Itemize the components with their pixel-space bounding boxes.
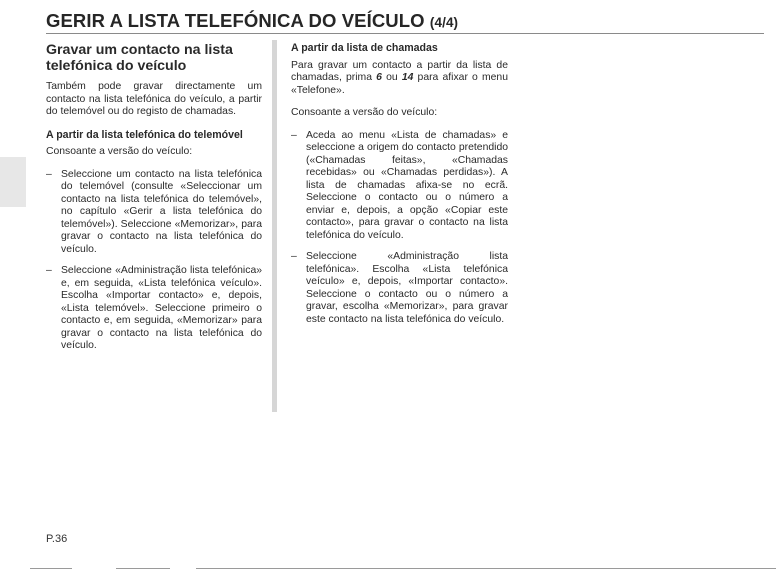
key-6: 6: [376, 72, 382, 83]
right-list: [291, 130, 508, 327]
right-list-item: – Aceda ao menu «Lista de chamadas» e seleccione a origem do contacto pretendido («Chamadas feitas», «Chamadas recebidas» ou «Chamadas perdidas»). A lista de chamadas afixa-se no ecrã. Seleccione o contacto ou o número a enviar e, depois, a opção «Copiar este contacto», para gravar o contacto na lista telefónica do veículo.: [291, 130, 508, 243]
page-title: [46, 10, 458, 32]
right-intro-post: para afixar o menu «Telefone».: [291, 72, 508, 96]
bottom-rule: [116, 568, 170, 569]
left-list-item: – Seleccione «Administração lista telefónica» e, em seguida, «Lista telefónica veículo». Escolha «Importar contacto» e, depois, «Lista telemóvel». Seleccione primeiro o contacto e, em seguida, «Memorizar» para gravar o contacto na lista telefónica do veículo.: [46, 265, 262, 353]
right-list-item: – Seleccione «Administração lista telefónica». Escolha «Lista telefónica veículo» e, depois, «Importar contacto». Seleccione o contacto ou o número a gravar, escolha «Memorizar», para gravar este contacto na lista telefónica do veículo.: [291, 251, 508, 326]
right-version-note: Consoante a versão do veículo:: [291, 107, 438, 118]
page-title-suffix: (4/4): [429, 15, 459, 30]
key-14: 14: [401, 72, 414, 83]
right-intro: [291, 60, 508, 98]
right-intro-pre: Para gravar um contacto a partir da lista de chamadas, prima: [291, 59, 508, 83]
left-heading: Gravar um contacto na lista telefónica do veículo: [46, 42, 233, 74]
left-column: [46, 42, 262, 362]
page-title-main: GERIR A LISTA TELEFÓNICA DO VEÍCULO: [46, 10, 425, 31]
right-subheading: A partir da lista de chamadas: [291, 42, 438, 54]
left-list: [46, 169, 262, 353]
left-version-note: Consoante a versão do veículo:: [46, 146, 193, 157]
right-intro-mid: ou: [381, 72, 402, 83]
left-intro: Também pode gravar directamente um contacto na lista telefónica do veículo, a partir do telemóvel ou do registo de chamadas.: [46, 81, 262, 117]
page-number: P.36: [46, 533, 68, 545]
bottom-rule: [30, 568, 72, 569]
left-subheading: A partir da lista telefónica do telemóvel: [46, 128, 243, 141]
left-list-item: – Seleccione um contacto na lista telefónica do telemóvel (consulte «Seleccionar um contacto na lista telefónica do telemóvel», no capítulo «Gerir a lista telefónica do telemóvel»). Seleccione «Memorizar», para gravar o contacto na lista telefónica do veículo.: [46, 169, 262, 257]
bottom-rule: [196, 568, 776, 569]
right-column: [291, 42, 508, 335]
side-tab: [0, 157, 26, 207]
column-divider: [272, 40, 277, 412]
title-rule: [46, 33, 764, 34]
